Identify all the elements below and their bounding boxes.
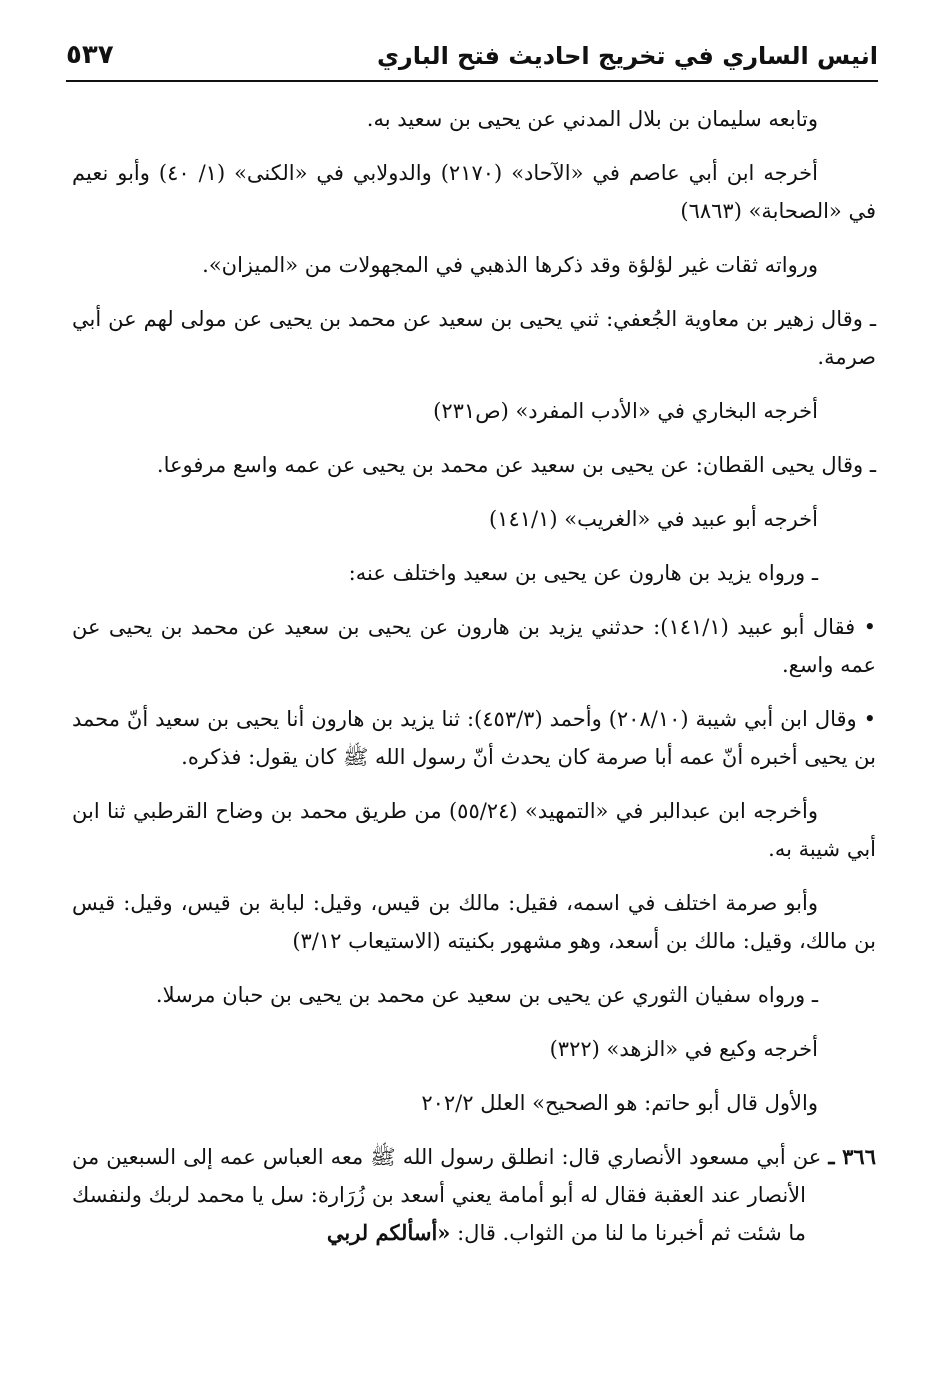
paragraph-12: وأبو صرمة اختلف في اسمه، فقيل: مالك بن قيس، وقيل: لبابة بن قيس، وقيل: قيس بن مالك، وقيل: مالك بن أسعد، وهو مشهور بكنيته (الاستيعاب ٣/١٢) [72,891,876,953]
paragraph-11: وأخرجه ابن عبدالبر في «التمهيد» (٥٥/٢٤) من طريق محمد بن وضاح القرطبي ثنا ابن أبي شيبة به. [72,799,876,861]
paragraph-3: ورواته ثقات غير لؤلؤة وقد ذكرها الذهبي في المجهولات من «الميزان». [202,253,818,277]
paragraph-5: أخرجه البخاري في «الأدب المفرد» (ص٢٣١) [433,399,818,423]
paragraph-7: أخرجه أبو عبيد في «الغريب» (١٤١/١) [488,507,818,531]
paragraph-4: ـ وقال زهير بن معاوية الجُعفي: ثني يحيى بن سعيد عن محمد بن يحيى عن مولى لهم عن أبي صرمة. [72,307,876,369]
body-text [72,100,876,1268]
page-number: ٥٣٧ [66,40,114,70]
paragraph-6: ـ وقال يحيى القطان: عن يحيى بن سعيد عن محمد بن يحيى عن عمه واسع مرفوعا. [156,453,876,477]
paragraph-15: والأول قال أبو حاتم: هو الصحيح» العلل ٢٠٢/٢ [421,1091,818,1115]
paragraph-9: • فقال أبو عبيد (١٤١/١): حدثني يزيد بن هارون عن يحيى بن سعيد عن محمد بن يحيى عن عمه واسع. [72,615,876,677]
hadith-number: ٣٦٦ ـ [828,1144,876,1169]
hadith-paragraph [72,1138,876,1252]
book-title: انيس الساري في تخريج احاديث فتح الباري [376,42,878,70]
paragraph-1: وتابعه سليمان بن بلال المدني عن يحيى بن سعيد به. [366,107,818,131]
paragraph-13: ـ ورواه سفيان الثوري عن يحيى بن سعيد عن محمد بن يحيى بن حبان مرسلا. [155,983,818,1007]
paragraph-8: ـ ورواه يزيد بن هارون عن يحيى بن سعيد واختلف عنه: [348,561,818,585]
paragraph-14: أخرجه وكيع في «الزهد» (٣٢٢) [549,1037,818,1061]
paragraph-2: أخرجه ابن أبي عاصم في «الآحاد» (٢١٧٠) والدولابي في «الكنى» (١/ ٤٠) وأبو نعيم في «الصحابة» (٦٨٦٣) [72,161,876,223]
hadith-bold-tail: «أسألكم لربي [326,1220,451,1245]
hadith-text: عن أبي مسعود الأنصاري قال: انطلق رسول الله ﷺ معه العباس عمه إلى السبعين من الأنصار عند العقبة فقال له أبو أمامة يعني أسعد بن زُرَارة: سل يا محمد لربك ولنفسك ما شئت ثم أخبرنا ما لنا من الثواب. قال: [72,1145,822,1245]
paragraph-10: • وقال ابن أبي شيبة (٢٠٨/١٠) وأحمد (٤٥٣/٣): ثنا يزيد بن هارون أنا يحيى بن سعيد أنّ محمد بن يحيى أخبره أنّ عمه أبا صرمة كان يحدث أنّ رسول الله ﷺ كان يقول: فذكره. [72,707,877,769]
running-header [66,36,878,82]
